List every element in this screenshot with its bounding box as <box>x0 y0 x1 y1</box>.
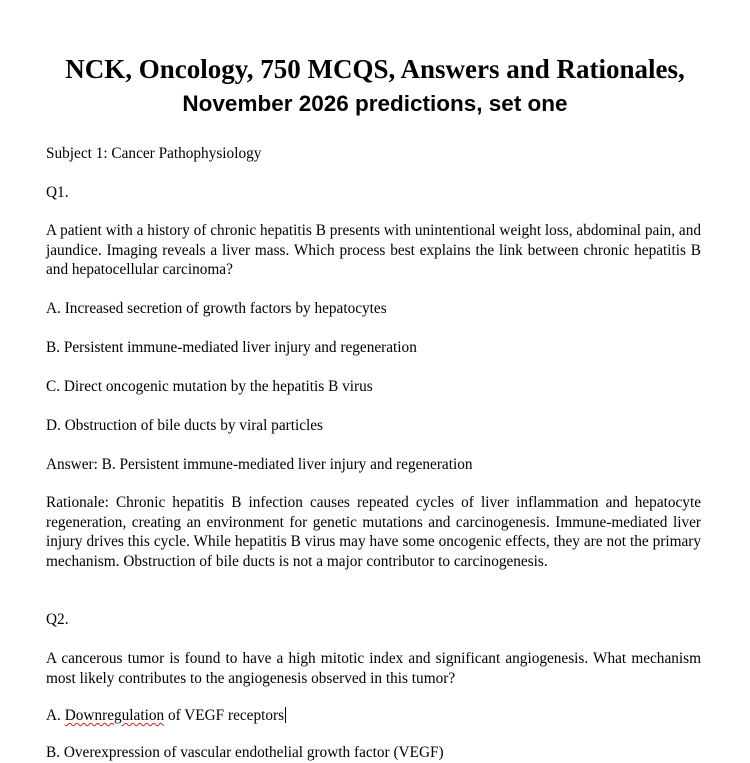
q1-label: Q1. <box>46 184 69 201</box>
q2-stem: A cancerous tumor is found to have a high mitotic index and significant angiogenesis. What mechanism most likely contributes to the angiogenesis observed in this tumor? <box>46 650 701 687</box>
q2-option-a-prefix: A. <box>46 707 65 724</box>
document-title-line-2: November 2026 predictions, set one <box>182 91 568 116</box>
q1-answer: Answer: B. Persistent immune-mediated liver injury and regeneration <box>46 456 473 473</box>
q1-stem: A patient with a history of chronic hepatitis B presents with unintentional weight loss, abdominal pain, and jaundice. Imaging reveals a liver mass. Which process best explains the link between chronic hepatitis B and hepatocellular carcinoma? <box>46 222 701 279</box>
q2-option-a[interactable] <box>46 706 701 726</box>
q1-option-c: C. Direct oncogenic mutation by the hepatitis B virus <box>46 378 373 395</box>
q1-option-b: B. Persistent immune-mediated liver injury and regeneration <box>46 339 417 356</box>
q1-rationale: Rationale: Chronic hepatitis B infection causes repeated cycles of liver inflammation and hepatocyte regeneration, creating an environment for genetic mutations and carcinogenesis. Immune-mediated liver injury drives this cycle. While hepatitis B virus may have some oncogenic effects, they are not the primary mechanism. Obstruction of bile ducts is not a major contributor to carcinogenesis. <box>46 494 701 570</box>
q1-option-d: D. Obstruction of bile ducts by viral particles <box>46 417 323 434</box>
spellcheck-flagged-word[interactable]: Downregulation <box>64 707 165 724</box>
q2-option-a-rest: of VEGF receptors <box>164 707 285 724</box>
text-cursor <box>285 707 286 723</box>
q2-label: Q2. <box>46 611 69 628</box>
document-title-line-1: NCK, Oncology, 750 MCQS, Answers and Rationales, <box>65 54 685 84</box>
q1-option-a: A. Increased secretion of growth factors by hepatocytes <box>46 300 387 317</box>
subject-heading: Subject 1: Cancer Pathophysiology <box>46 145 262 162</box>
q2-option-b-partial: B. Overexpression of vascular endothelial growth factor (VEGF) <box>46 744 444 761</box>
